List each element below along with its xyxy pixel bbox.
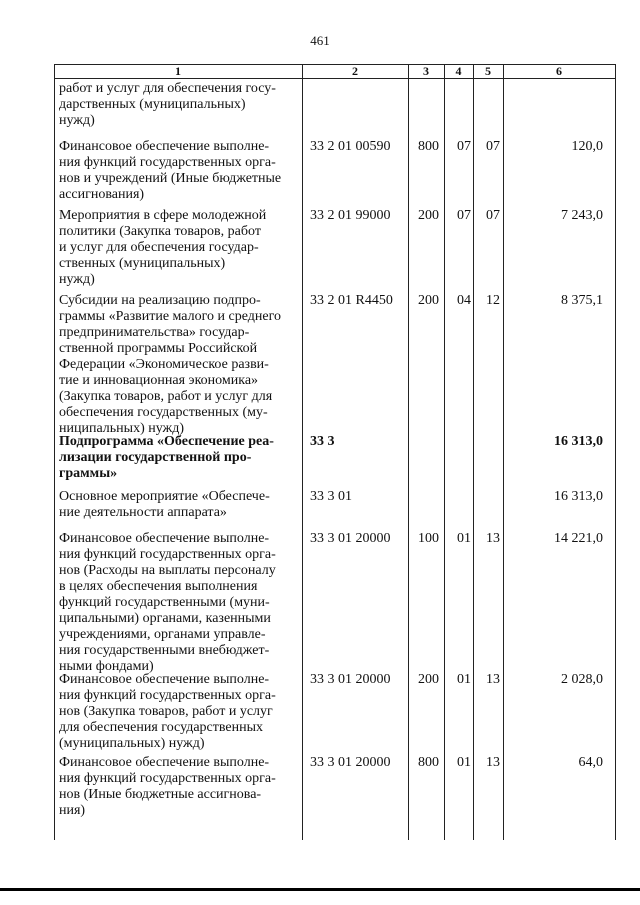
row-code: 33 2 01 00590 <box>310 139 391 154</box>
page-number: 461 <box>310 33 330 48</box>
row-expense-type: 200 <box>418 672 439 687</box>
row-sum: 16 313,0 <box>554 434 603 449</box>
column-header: 4 <box>455 64 462 78</box>
row-code: 33 2 01 99000 <box>310 208 391 223</box>
column-border <box>54 64 55 840</box>
row-sum: 64,0 <box>578 755 603 770</box>
row-expense-type: 800 <box>418 755 439 770</box>
row-sum: 14 221,0 <box>554 531 603 546</box>
row-description: Основное мероприятие «Обеспече- ние деятельности аппарата» <box>59 489 270 520</box>
row-description: Подпрограмма «Обеспечение реа- лизации государственной про- граммы» <box>59 434 274 481</box>
row-description: работ и услуг для обеспечения госу- дарственных (муниципальных) нужд) <box>59 81 276 128</box>
column-header: 6 <box>556 64 562 78</box>
column-header: 1 <box>175 64 181 78</box>
row-description: Финансовое обеспечение выполне- ния функций государственных орга- нов (Закупка товаров, работ и услуг для обеспечения государственных (муниципальных) нужд) <box>59 672 276 751</box>
row-sum: 16 313,0 <box>554 489 603 504</box>
column-border <box>408 64 409 840</box>
row-section: 01 <box>457 755 471 770</box>
row-expense-type: 200 <box>418 208 439 223</box>
table-header <box>54 64 615 78</box>
budget-table <box>54 64 615 840</box>
row-section: 01 <box>457 531 471 546</box>
row-description: Субсидии на реализацию подпро- граммы «Развитие малого и среднего предпринимательства» государ- ственной программы Российской Федерации «Экономическое разви- тие и инновационная экономика» (Закупка товаров, работ и услуг для обеспечения государственных (му- ниципальных) нужд) <box>59 293 281 436</box>
row-subsection: 13 <box>486 531 500 546</box>
header-bottom-border <box>54 78 615 79</box>
row-subsection: 07 <box>486 208 500 223</box>
row-code: 33 3 01 20000 <box>310 755 391 770</box>
row-description: Финансовое обеспечение выполне- ния функций государственных орга- нов (Расходы на выплаты персоналу в целях обеспечения выполнения функций государственными (муни- ципальными) органами, казенными учреждениями, органами управле- ния государственными внебюджет- ными фондами) <box>59 531 276 674</box>
column-border <box>615 64 616 840</box>
row-section: 04 <box>457 293 471 308</box>
column-border <box>302 64 303 840</box>
row-sum: 7 243,0 <box>561 208 603 223</box>
column-header: 3 <box>423 64 429 78</box>
row-section: 07 <box>457 208 471 223</box>
column-header: 2 <box>352 64 358 78</box>
row-code: 33 3 <box>310 434 335 449</box>
row-subsection: 13 <box>486 755 500 770</box>
column-border <box>444 64 445 840</box>
row-sum: 120,0 <box>571 139 603 154</box>
row-subsection: 07 <box>486 139 500 154</box>
row-sum: 2 028,0 <box>561 672 603 687</box>
row-section: 01 <box>457 672 471 687</box>
row-subsection: 12 <box>486 293 500 308</box>
row-section: 07 <box>457 139 471 154</box>
row-expense-type: 200 <box>418 293 439 308</box>
row-code: 33 3 01 20000 <box>310 531 391 546</box>
column-border <box>473 64 474 840</box>
row-code: 33 2 01 R4450 <box>310 293 393 308</box>
row-expense-type: 800 <box>418 139 439 154</box>
column-header: 5 <box>485 64 491 78</box>
column-border <box>503 64 504 840</box>
row-expense-type: 100 <box>418 531 439 546</box>
row-subsection: 13 <box>486 672 500 687</box>
row-code: 33 3 01 <box>310 489 352 504</box>
row-description: Мероприятия в сфере молодежной политики (Закупка товаров, работ и услуг для обеспечения государ- ственных (муниципальных) нужд) <box>59 208 267 287</box>
row-code: 33 3 01 20000 <box>310 672 391 687</box>
row-description: Финансовое обеспечение выполне- ния функций государственных орга- нов (Иные бюджетные ассигнова- ния) <box>59 755 276 818</box>
scan-edge-bar <box>0 888 640 891</box>
row-sum: 8 375,1 <box>561 293 603 308</box>
row-description: Финансовое обеспечение выполне- ния функций государственных орга- нов и учреждений (Иные бюджетные ассигнования) <box>59 139 282 202</box>
